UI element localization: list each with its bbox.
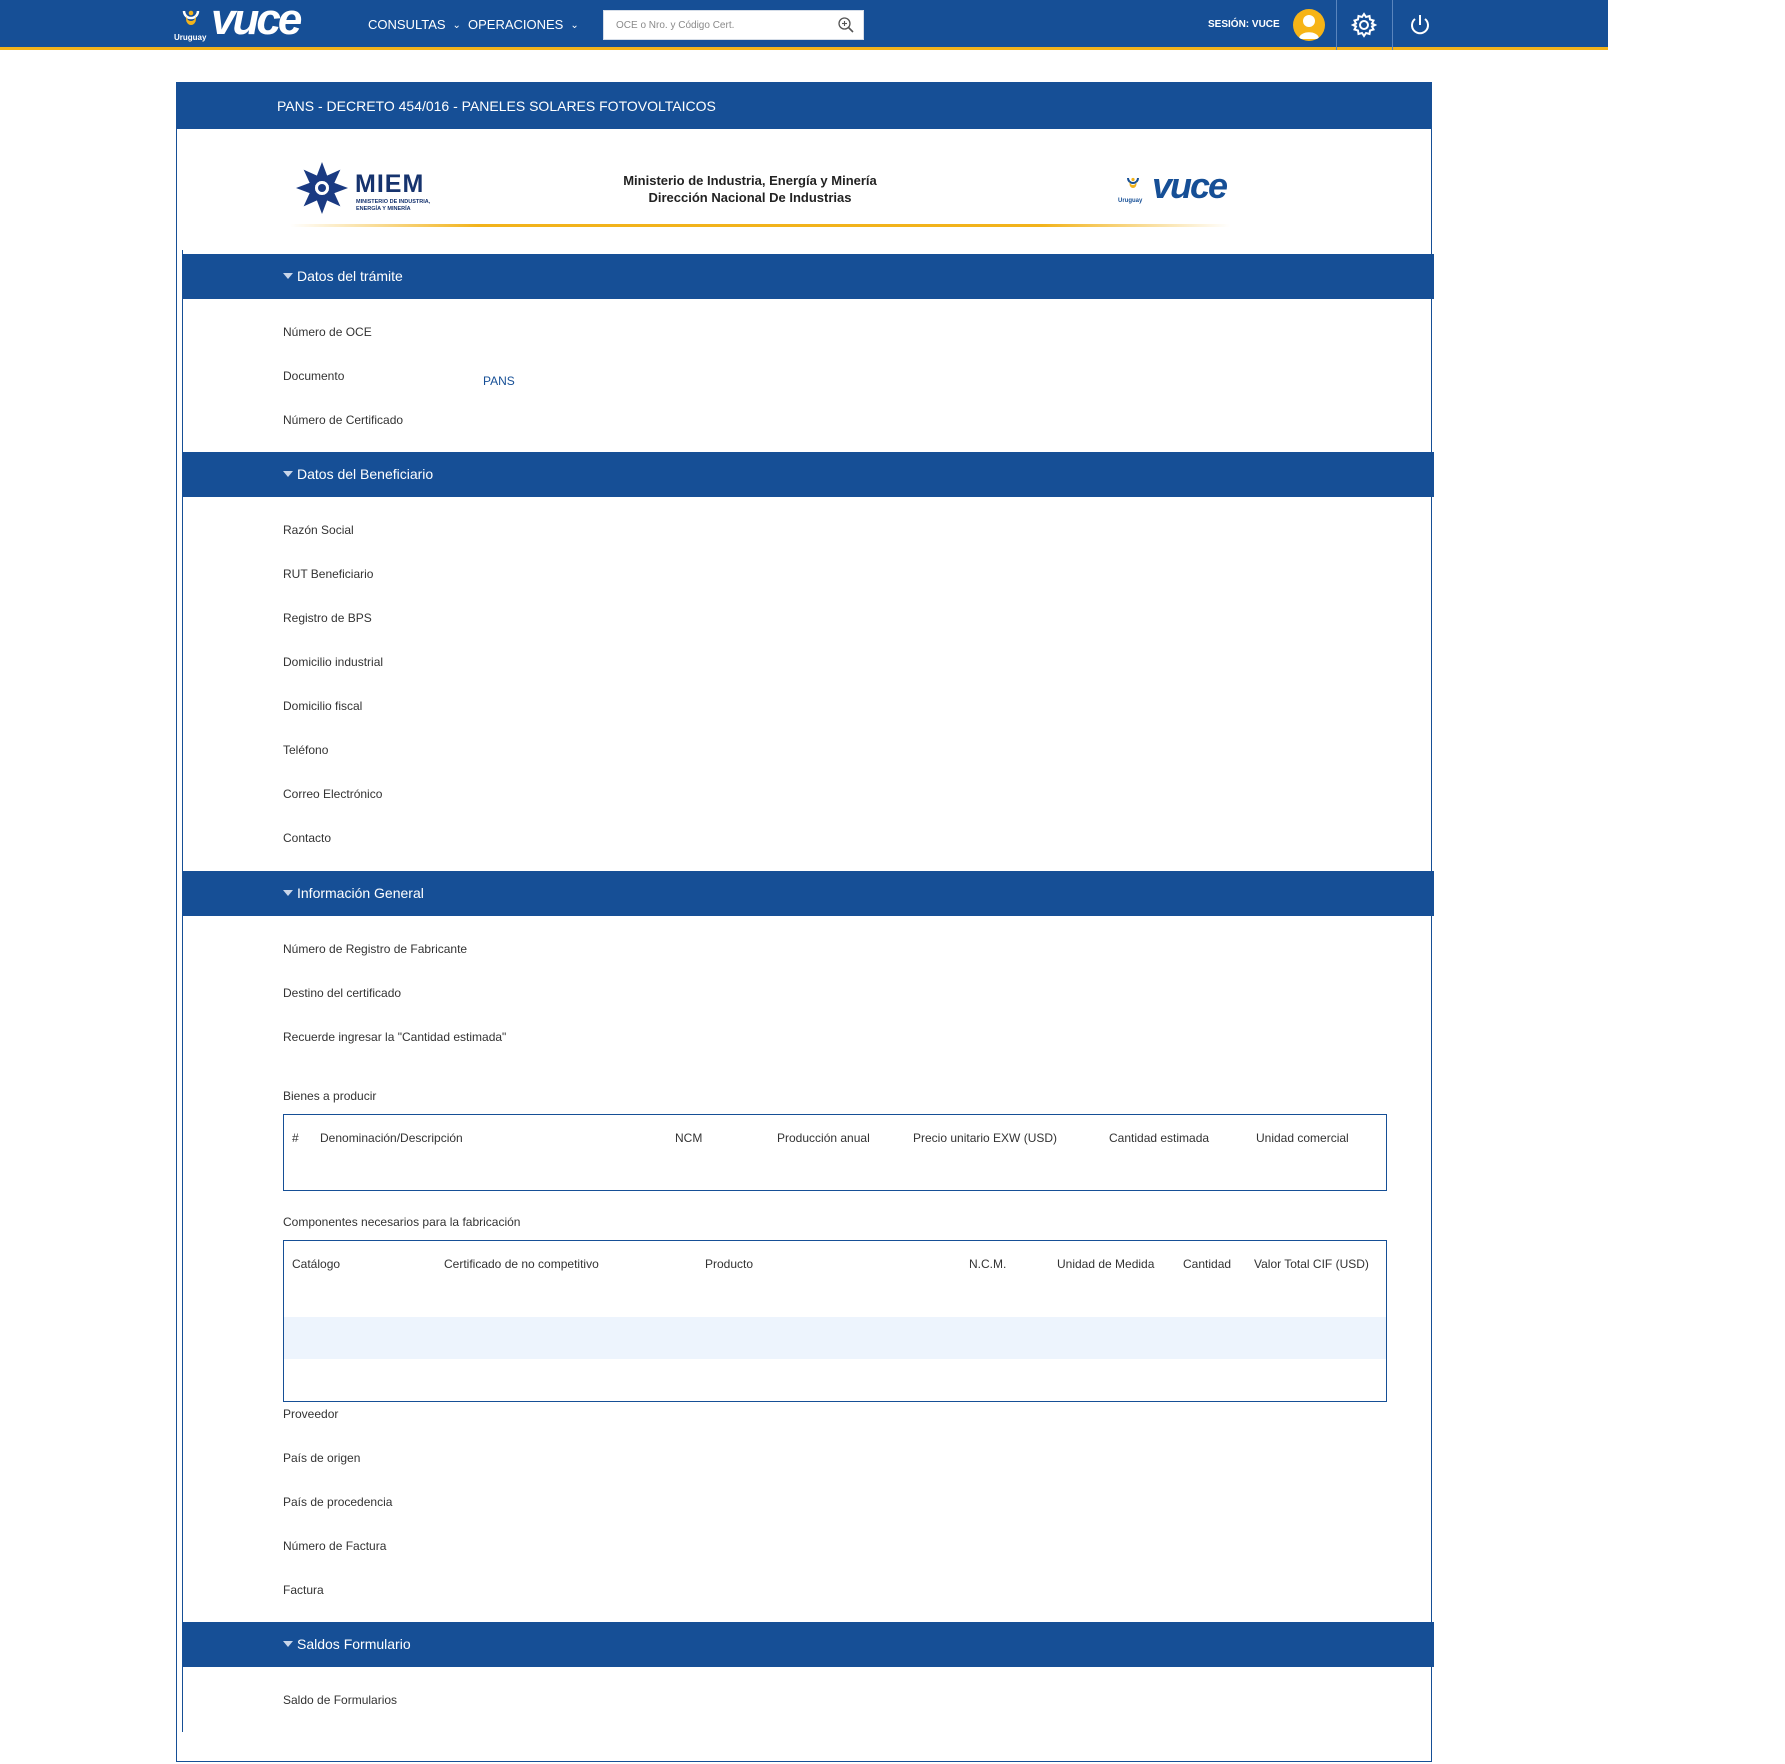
collapse-triangle-icon [283,1641,293,1647]
section-title: Saldos Formulario [297,1636,411,1652]
nav-menu-operaciones-label: OPERACIONES [468,17,564,32]
table-label-bienes: Bienes a producir [283,1089,377,1103]
field-note-cantidad-estimada: Recuerde ingresar la "Cantidad estimada" [283,1030,507,1044]
column-header: Valor Total CIF (USD) [1254,1257,1369,1271]
section-title: Datos del Beneficiario [297,466,434,482]
logo-wordmark: vuce [211,0,300,44]
chevron-down-icon: ⌄ [570,20,579,31]
field-label-documento: Documento [283,369,345,383]
column-header: Cantidad [1183,1257,1232,1271]
column-header: Producto [705,1257,754,1271]
field-label-registro-bps: Registro de BPS [283,611,372,625]
ministry-name: Ministerio de Industria, Energía y Minería [623,173,877,188]
column-header: # [292,1131,299,1145]
bienes-table [283,1114,1387,1191]
field-label-pais-procedencia: País de procedencia [283,1495,393,1509]
nav-menu-consultas-label: CONSULTAS [368,17,446,32]
field-label-destino-certificado: Destino del certificado [283,986,402,1000]
vuce-banner-logo [1118,165,1248,210]
form-title: PANS - DECRETO 454/016 - PANELES SOLARES FOTOVOLTAICOS [277,98,716,114]
field-label-razon-social: Razón Social [283,523,354,537]
field-label-saldo-formularios: Saldo de Formularios [283,1693,398,1707]
collapse-triangle-icon [283,471,293,477]
miem-logo-subtitle: MINISTERIO DE INDUSTRIA, [356,199,431,205]
column-header: N.C.M. [969,1257,1007,1271]
department-name: Dirección Nacional De Industrias [648,190,852,205]
field-label-numero-factura: Número de Factura [283,1539,387,1553]
column-header: Denominación/Descripción [320,1131,463,1145]
field-label-registro-fabricante: Número de Registro de Fabricante [283,942,468,956]
nav-menu-operaciones[interactable] [468,17,579,32]
field-value-documento: PANS [483,374,515,388]
gear-icon[interactable] [1351,12,1377,38]
componentes-table [283,1240,1387,1402]
vuce-banner-wordmark: vuce [1152,165,1227,206]
uruguay-sun-emblem-icon [181,8,201,30]
logo-country-label: Uruguay [174,33,207,42]
column-header: NCM [675,1131,703,1145]
column-header: Cantidad estimada [1109,1131,1210,1145]
field-label-rut-beneficiario: RUT Beneficiario [283,567,374,581]
section-header-datos-tramite[interactable] [182,254,1434,299]
field-label-telefono: Teléfono [283,743,329,757]
power-icon[interactable] [1407,12,1433,38]
field-label-domicilio-fiscal: Domicilio fiscal [283,699,363,713]
field-label-domicilio-industrial: Domicilio industrial [283,655,384,669]
topbar-divider [1392,0,1393,50]
vuce-logo[interactable] [173,0,318,44]
search-box [603,10,864,40]
column-header: Certificado de no competitivo [444,1257,599,1271]
session-label: SESIÓN: VUCE [1208,19,1280,30]
chevron-down-icon: ⌄ [452,20,461,31]
section-header-informacion-general[interactable] [182,871,1434,916]
field-label-correo-electronico: Correo Electrónico [283,787,383,801]
section-title: Datos del trámite [297,268,403,284]
field-label-proveedor: Proveedor [283,1407,339,1421]
field-label-pais-origen: País de origen [283,1451,361,1465]
table-row-striped [284,1317,1386,1359]
column-header: Precio unitario EXW (USD) [913,1131,1058,1145]
section-title: Información General [297,885,424,901]
table-label-componentes: Componentes necesarios para la fabricación [283,1215,521,1229]
search-input[interactable] [604,11,829,39]
field-label-numero-certificado: Número de Certificado [283,413,404,427]
banner-accent-line [290,224,1230,227]
section-header-datos-beneficiario[interactable] [182,452,1434,497]
top-navigation-bar [0,0,1608,50]
miem-logo-title: MIEM [355,170,425,198]
user-silhouette-icon [1293,9,1325,41]
topbar-divider [1336,0,1337,50]
field-label-contacto: Contacto [283,831,332,845]
column-header: Producción anual [777,1131,870,1145]
collapse-triangle-icon [283,273,293,279]
field-label-factura: Factura [283,1583,324,1597]
ministry-heading [560,172,940,206]
miem-logo-subtitle: ENERGÍA Y MINERÍA [356,206,411,212]
uruguay-sun-emblem-icon [1126,176,1140,192]
field-label-numero-oce: Número de OCE [283,325,372,339]
column-header: Unidad de Medida [1057,1257,1155,1271]
collapse-triangle-icon [283,890,293,896]
column-header: Catálogo [292,1257,341,1271]
column-header: Unidad comercial [1256,1131,1349,1145]
nav-menu-consultas[interactable] [368,17,461,32]
vuce-banner-country: Uruguay [1118,198,1143,204]
zoom-search-icon[interactable] [837,16,855,34]
section-header-saldos-formulario[interactable] [182,1622,1434,1667]
form-title-bar [176,82,1432,129]
user-avatar-icon[interactable] [1293,9,1325,41]
